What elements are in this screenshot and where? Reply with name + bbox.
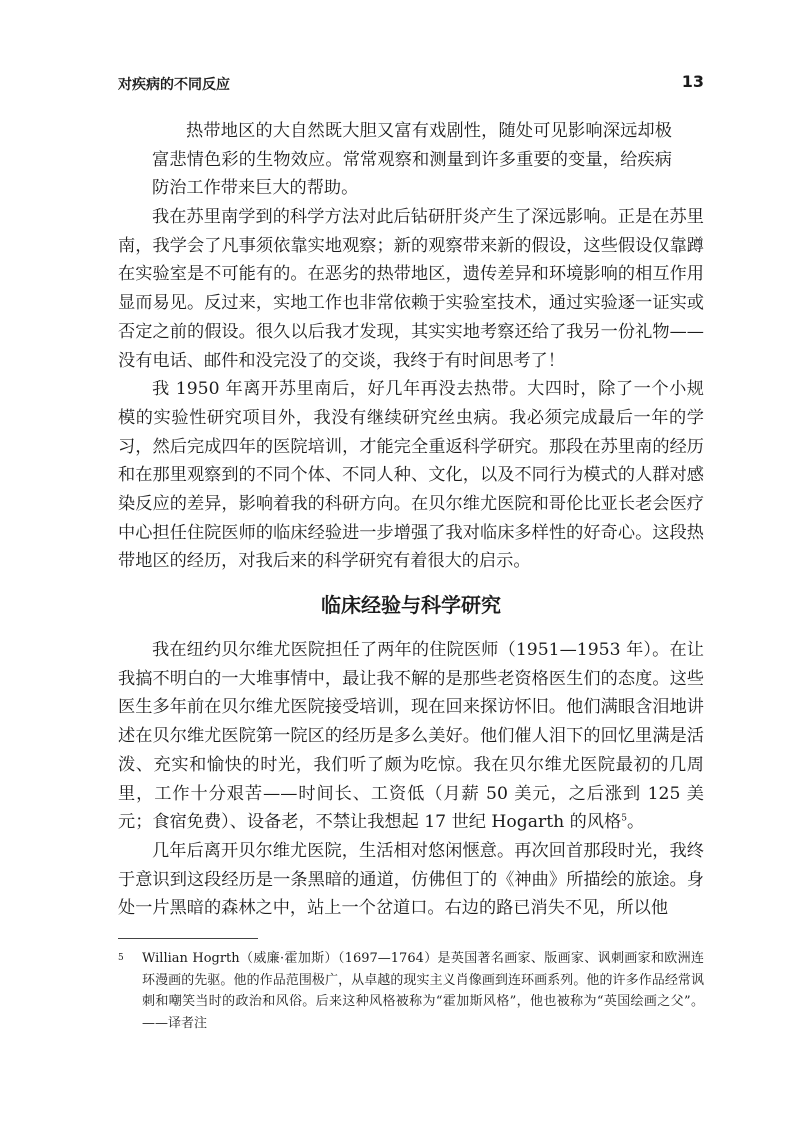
footnote-text: Willian Hogrth（威廉·霍加斯）（1697—1764）是英国著名画家、版画家、讽刺画家和欧洲连环漫画的先驱。他的作品范围极广，从卓越的现实主义肖像画到连环画系列。他的许多作品经常讽刺和嘲笑当时的政治和风俗。后来这种风格被称为“霍加斯风格”，他也被称为“英国绘画之父”。——译者注 bbox=[142, 951, 704, 1031]
paragraph-2: 我 1950 年离开苏里南后，好几年再没去热带。大四时，除了一个小规模的实验性研究项目外，我没有继续研究丝虫病。我必须完成最后一年的学习，然后完成四年的医院培训，才能完全重返科学研究。那段在苏里南的经历和在那里观察到的不同个体、不同人种、文化，以及不同行为模式的人群对感染反应的差异，影响着我的科研方向。在贝尔维尤医院和哥伦比亚长老会医疗中心担任住院医师的临床经验进一步增强了我对临床多样性的好奇心。这段热带地区的经历，对我后来的科学研究有着很大的启示。 bbox=[118, 379, 704, 572]
paragraph-3 bbox=[118, 636, 704, 837]
paragraph-4: 几年后离开贝尔维尤医院，生活相对悠闲惬意。再次回首那段时光，我终于意识到这段经历是一条黑暗的通道，仿佛但丁的《神曲》所描绘的旅途。身处一片黑暗的森林之中，站上一个岔道口。右边的路已消失不见，所以他 bbox=[118, 840, 704, 919]
body-section-1 bbox=[118, 203, 704, 576]
footnote-divider bbox=[118, 938, 258, 939]
chapter-title: 对疾病的不同反应 bbox=[118, 77, 230, 93]
body-section-2 bbox=[118, 636, 704, 923]
quote-text: 热带地区的大自然既大胆又富有戏剧性，随处可见影响深远却极富悲情色彩的生物效应。常常观察和测量到许多重要的变量，给疾病防治工作带来巨大的帮助。 bbox=[152, 121, 672, 199]
running-header bbox=[118, 72, 704, 96]
epigraph-quote bbox=[152, 117, 672, 203]
paragraph-3-text: 我在纽约贝尔维尤医院担任了两年的住院医师（1951—1953 年）。在让我搞不明白的一大堆事情中，最让我不解的是那些老资格医生们的态度。这些医生多年前在贝尔维尤医院接受培训，现在回来探访怀旧。他们满眼含泪地讲述在贝尔维尤医院第一院区的经历是多么美好。他们催人泪下的回忆里满是活泼、充实和愉快的时光，我们听了颇为吃惊。我在贝尔维尤医院最初的几周里，工作十分艰苦——时间长、工资低（月薪 50 美元，之后涨到 125 美元；食宿免费）、设备老，不禁让我想起 17 世纪 Hogarth 的风格 bbox=[118, 640, 704, 833]
footnote bbox=[118, 948, 704, 1034]
paragraph-1: 我在苏里南学到的科学方法对此后钻研肝炎产生了深远影响。正是在苏里南，我学会了凡事须依靠实地观察；新的观察带来新的假设，这些假设仅靠蹲在实验室是不可能有的。在恶劣的热带地区，遗传差异和环境影响的相互作用显而易见。反过来，实地工作也非常依赖于实验室技术，通过实验逐一证实或否定之前的假设。很久以后我才发现，其实实地考察还给了我另一份礼物——没有电话、邮件和没完没了的交谈，我终于有时间思考了！ bbox=[118, 207, 704, 371]
page-number: 13 bbox=[681, 72, 704, 91]
footnote-ref: 5 bbox=[621, 813, 627, 824]
footnote-number: 5 bbox=[118, 953, 124, 963]
paragraph-3-end: 。 bbox=[626, 812, 645, 833]
section-heading: 临床经验与科学研究 bbox=[321, 593, 501, 617]
